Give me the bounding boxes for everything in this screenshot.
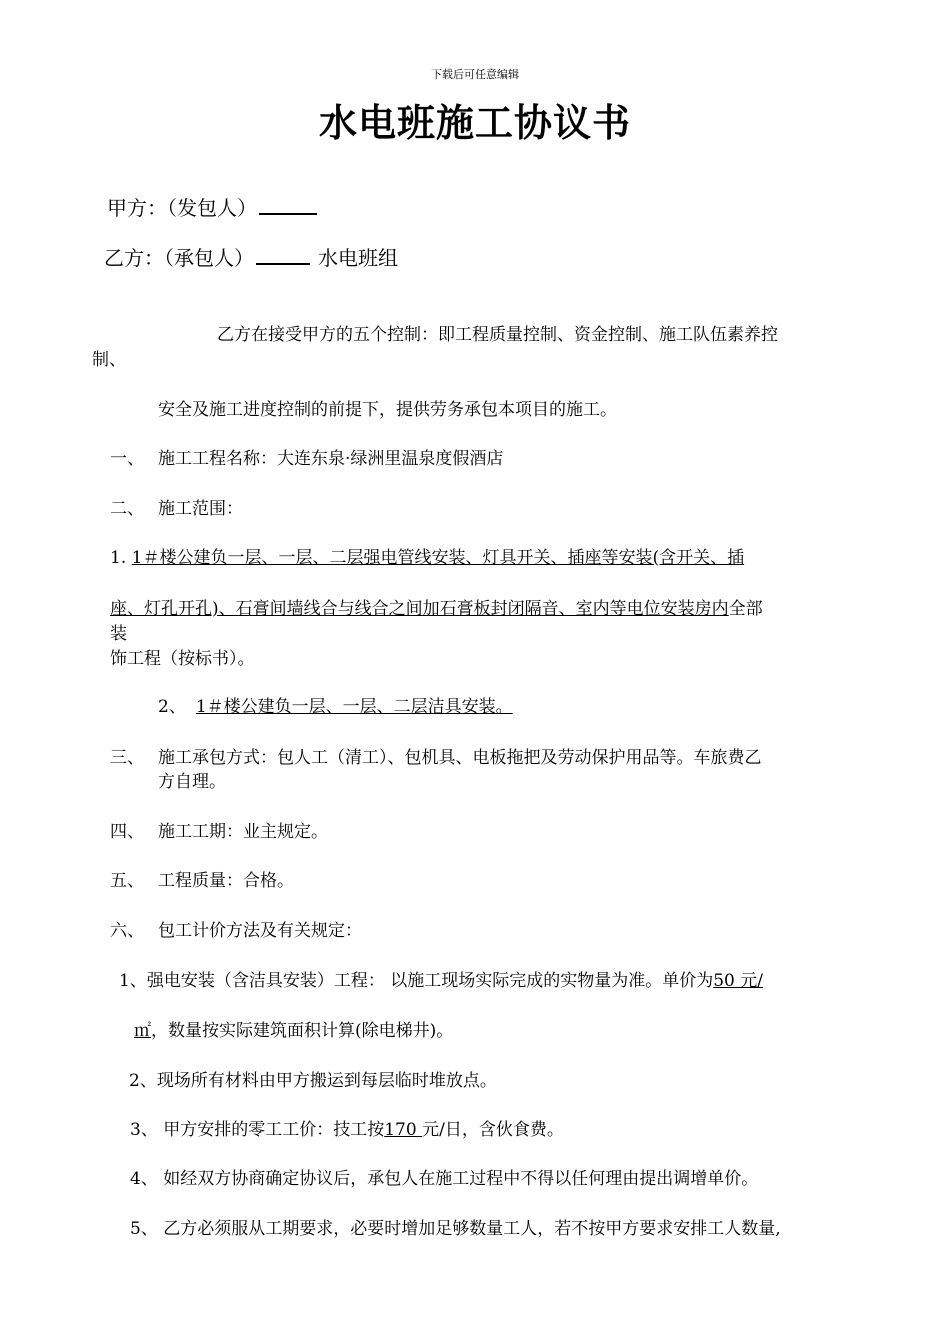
- section-4: [110, 817, 328, 842]
- intro-line-1: 乙方在接受甲方的五个控制：即工程质量控制、资金控制、施工队伍素养控: [217, 325, 778, 345]
- section-3: [110, 743, 762, 768]
- party-b-label: 乙方：（承包人）: [104, 246, 254, 270]
- pricing-item-2: 2、现场所有材料由甲方搬运到每层临时堆放点。: [129, 1071, 497, 1091]
- section-5-number: 五、: [110, 871, 144, 891]
- party-a-blank: [259, 195, 317, 215]
- section-1-number: 一、: [110, 449, 144, 469]
- section-5: [110, 866, 294, 891]
- pricing-item-1-price: 50 元/: [713, 971, 763, 991]
- pricing-item-1-text: 1、强电安装（含洁具安装）工程： 以施工现场实际完成的实物量为准。单价为: [119, 971, 714, 991]
- pricing-item-3-text-2: 元/日，含伙食费。: [422, 1120, 564, 1140]
- section-2-number: 二、: [110, 499, 144, 519]
- intro-line-1-wrap: 制、: [92, 350, 126, 370]
- section-6-text: 包工计价方法及有关规定：: [158, 921, 362, 941]
- scope-1-text-2: 座、灯孔开孔)、石膏间墙线合与线合之间加石膏板封闭隔音、室内等电位安装房内: [110, 599, 729, 619]
- section-5-text: 工程质量：合格。: [158, 871, 294, 891]
- section-6-number: 六、: [110, 921, 144, 941]
- pricing-item-1-line-1: [119, 966, 763, 991]
- section-3-text-2: 方自理。: [158, 772, 226, 792]
- party-b-line: [104, 242, 398, 271]
- scope-1-text-2-tail: 全部: [728, 599, 763, 619]
- scope-2-text: 1＃楼公建负一层、一层、二层洁具安装。: [195, 697, 513, 717]
- section-1: [110, 444, 504, 469]
- section-3-number: 三、: [110, 748, 144, 768]
- intro-line-2: 安全及施工进度控制的前提下，提供劳务承包本项目的施工。: [158, 400, 617, 420]
- section-1-text: 施工工程名称：大连东泉·绿洲里温泉度假酒店: [158, 449, 504, 469]
- pricing-item-1-line-2: [134, 1016, 453, 1041]
- section-3-text-1: 施工承包方式：包人工（清工）、包机具、电板拖把及劳动保护用品等。车旅费乙: [158, 748, 762, 768]
- pricing-item-5: 5、 乙方必须服从工期要求，必要时增加足够数量工人，若不按甲方要求安排工人数量,: [130, 1219, 781, 1239]
- header-note: 下载后可任意编辑: [431, 68, 519, 81]
- document-title: 水电班施工协议书: [318, 101, 631, 145]
- party-a-label: 甲方：（发包人）: [107, 196, 257, 220]
- section-2: [110, 494, 243, 519]
- section-6: [110, 916, 362, 941]
- section-4-number: 四、: [110, 822, 144, 842]
- scope-1-prefix: 1.: [110, 548, 132, 568]
- pricing-item-3-price: 170: [384, 1120, 423, 1140]
- pricing-item-4: 4、 如经双方协商确定协议后，承包人在施工过程中不得以任何理由提出调增单价。: [130, 1169, 759, 1189]
- pricing-item-1-text-2: ，数量按实际建筑面积计算(除电梯井)。: [151, 1021, 454, 1041]
- pricing-item-3-text: 3、 甲方安排的零工工价：技工按: [130, 1120, 385, 1140]
- section-2-text: 施工范围：: [158, 499, 243, 519]
- party-b-blank: [256, 245, 310, 265]
- scope-2: [158, 692, 513, 717]
- pricing-item-3: [130, 1115, 564, 1140]
- party-b-suffix: 水电班组: [318, 246, 398, 270]
- party-a-line: [107, 192, 317, 221]
- scope-1-line-1: [110, 543, 744, 568]
- pricing-item-1-unit: ㎡: [134, 1021, 151, 1041]
- scope-1-line-3: 饰工程（按标书）。: [110, 649, 255, 669]
- section-4-text: 施工工期：业主规定。: [158, 822, 328, 842]
- scope-1-text-1: 1＃楼公建负一层、一层、二层强电管线安装、灯具开关、插座等安装(含开关、插: [131, 548, 745, 568]
- scope-1-line-2-wrap: 装: [110, 624, 127, 644]
- scope-1-line-2: [110, 594, 763, 619]
- scope-2-prefix: 2、: [158, 697, 186, 717]
